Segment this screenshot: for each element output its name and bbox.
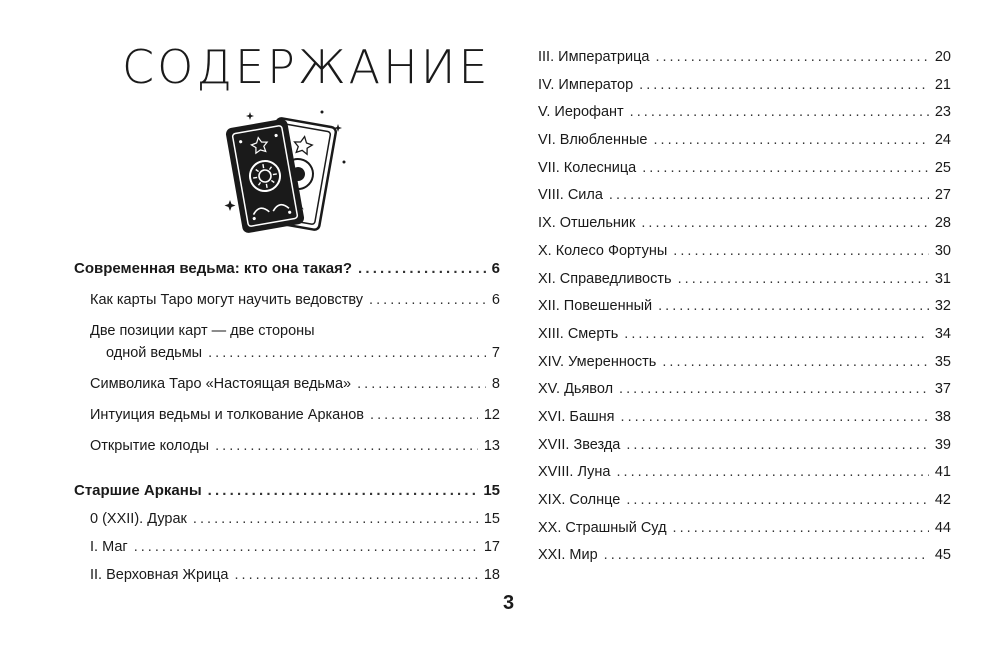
toc-entry[interactable]	[538, 519, 951, 537]
toc-entry[interactable]	[538, 436, 951, 454]
toc-entry-label: X. Колесо Фортуны	[538, 242, 668, 259]
dot-leader	[619, 380, 929, 398]
toc-entry-label: Символика Таро «Настоящая ведьма»	[90, 376, 352, 392]
toc-entry-page: 37	[934, 381, 951, 398]
toc-entry-page: 41	[934, 464, 951, 481]
dot-leader	[673, 519, 929, 537]
toc-entry-page: 18	[483, 567, 500, 583]
toc-entry-page: 31	[934, 270, 951, 287]
toc-entry[interactable]	[538, 297, 951, 315]
toc-entry[interactable]	[74, 510, 500, 528]
toc-entry[interactable]	[74, 375, 500, 393]
toc-entry-page: 27	[934, 187, 951, 204]
dot-leader	[630, 103, 929, 121]
toc-entry[interactable]	[538, 76, 951, 94]
toc-entry-page: 28	[934, 215, 951, 232]
dot-leader	[208, 344, 486, 362]
toc-entry-page: 45	[934, 547, 951, 564]
toc-entry[interactable]	[538, 48, 951, 66]
toc-entry[interactable]	[538, 214, 951, 232]
page-title: СОДЕРЖАНИЕ	[122, 40, 491, 94]
dot-leader	[655, 48, 928, 66]
toc-entry-label: XI. Справедливость	[538, 270, 672, 287]
toc-entry-label: XII. Повешенный	[538, 298, 653, 315]
toc-entry-page: 17	[483, 539, 500, 555]
toc-entry-label: 0 (XXII). Дурак	[90, 511, 187, 527]
dot-leader	[234, 566, 477, 584]
dot-leader	[642, 159, 929, 177]
toc-right-column	[538, 48, 951, 564]
toc-entry-page: 34	[934, 325, 951, 342]
toc-entry[interactable]	[538, 325, 951, 343]
toc-entry[interactable]	[74, 437, 500, 455]
toc-entry-label: Открытие колоды	[90, 438, 210, 454]
dot-leader	[641, 214, 929, 232]
toc-entry[interactable]	[74, 406, 500, 424]
dot-leader	[208, 482, 478, 500]
toc-entry-label: XV. Дьявол	[538, 381, 614, 398]
toc-entry-page: 24	[934, 132, 951, 149]
toc-entry-label: III. Императрица	[538, 49, 650, 65]
toc-entry-page: 23	[934, 104, 951, 121]
toc-entry-page: 7	[491, 345, 500, 361]
toc-entry-page: 42	[934, 492, 951, 508]
toc-entry-label: XVII. Звезда	[538, 436, 621, 453]
toc-entry-label: Две позиции карт — две стороны	[90, 323, 315, 339]
dot-leader	[358, 260, 486, 278]
toc-entry[interactable]	[538, 103, 951, 121]
dot-leader	[658, 297, 929, 315]
toc-entry-page: 21	[934, 76, 951, 93]
toc-entry-label: XX. Страшный Суд	[538, 519, 667, 536]
dot-leader	[609, 186, 929, 204]
toc-entry-label: IX. Отшельник	[538, 215, 636, 232]
toc-entry-page: 32	[934, 298, 951, 315]
toc-entry-label: VI. Влюбленные	[538, 132, 648, 149]
toc-entry-label: Старшие Арканы	[74, 482, 202, 499]
toc-entry-page: 13	[483, 438, 500, 454]
dot-leader	[617, 463, 929, 481]
toc-entry[interactable]	[538, 131, 951, 149]
toc-entry-label: IV. Император	[538, 76, 634, 93]
dot-leader	[673, 242, 929, 260]
dot-leader	[134, 538, 478, 556]
dot-leader	[193, 510, 478, 528]
toc-entry-line	[90, 322, 500, 340]
toc-entry[interactable]	[538, 242, 951, 260]
toc-entry-page: 12	[483, 407, 500, 423]
toc-entry-label: Современная ведьма: кто она такая?	[74, 260, 353, 277]
toc-entry[interactable]	[538, 491, 951, 509]
dot-leader	[639, 76, 929, 94]
toc-entry-page: 35	[934, 353, 951, 370]
toc-entry-label: XXI. Мир	[538, 547, 598, 564]
toc-entry-page: 6	[491, 260, 500, 277]
toc-entry-label: XIII. Смерть	[538, 325, 619, 342]
toc-entry-page: 30	[934, 242, 951, 259]
dot-leader	[662, 353, 929, 371]
toc-entry-label: II. Верховная Жрица	[90, 567, 229, 583]
dot-leader	[624, 325, 929, 343]
toc-entry-page: 15	[483, 482, 500, 499]
toc-entry[interactable]	[538, 186, 951, 204]
toc-entry-section[interactable]	[74, 482, 500, 500]
toc-entry-page: 25	[934, 159, 951, 176]
toc-entry[interactable]	[538, 463, 951, 481]
toc-entry-label: XVI. Башня	[538, 408, 615, 425]
tarot-cards-icon	[210, 104, 360, 244]
toc-entry-line	[90, 344, 500, 362]
page-number: 3	[503, 592, 515, 614]
toc-entry-label: Интуиция ведьмы и толкование Арканов	[90, 407, 365, 423]
dot-leader	[369, 291, 486, 309]
dot-leader	[604, 546, 929, 564]
toc-entry-page: 44	[934, 519, 951, 536]
toc-entry-page: 20	[934, 49, 951, 65]
dot-leader	[653, 131, 928, 149]
dot-leader	[215, 437, 478, 455]
toc-entry[interactable]	[538, 353, 951, 371]
toc-entry-label: XIV. Умеренность	[538, 353, 657, 370]
toc-entry-page: 38	[934, 408, 951, 425]
toc-entry-label: I. Маг	[90, 539, 128, 555]
toc-entry-label: V. Иерофант	[538, 104, 624, 121]
dot-leader	[678, 270, 929, 288]
toc-entry[interactable]	[74, 322, 500, 362]
toc-entry[interactable]	[538, 159, 951, 177]
toc-entry[interactable]	[74, 538, 500, 556]
toc-entry-label: VII. Колесница	[538, 159, 637, 176]
toc-left-column	[74, 260, 500, 584]
toc-entry-label: XIX. Солнце	[538, 492, 621, 508]
toc-entry-label: Как карты Таро могут научить ведовству	[90, 292, 364, 308]
toc-entry[interactable]	[538, 546, 951, 564]
toc-entry-label: XVIII. Луна	[538, 464, 611, 481]
toc-entry[interactable]	[74, 291, 500, 309]
toc-entry-page: 39	[934, 436, 951, 453]
toc-entry-section[interactable]	[74, 260, 500, 278]
toc-entry[interactable]	[538, 408, 951, 426]
toc-entry[interactable]	[538, 270, 951, 288]
toc-entry-label: VIII. Сила	[538, 187, 603, 204]
toc-entry-page: 6	[491, 292, 500, 308]
dot-leader	[370, 406, 478, 424]
toc-entry[interactable]	[74, 566, 500, 584]
dot-leader	[357, 375, 486, 393]
toc-entry-page: 15	[483, 511, 500, 527]
dot-leader	[626, 491, 929, 509]
toc-entry-page: 8	[491, 376, 500, 392]
dot-leader	[626, 436, 929, 454]
dot-leader	[621, 408, 929, 426]
toc-entry[interactable]	[538, 380, 951, 398]
toc-entry-label-cont: одной ведьмы	[106, 345, 203, 361]
